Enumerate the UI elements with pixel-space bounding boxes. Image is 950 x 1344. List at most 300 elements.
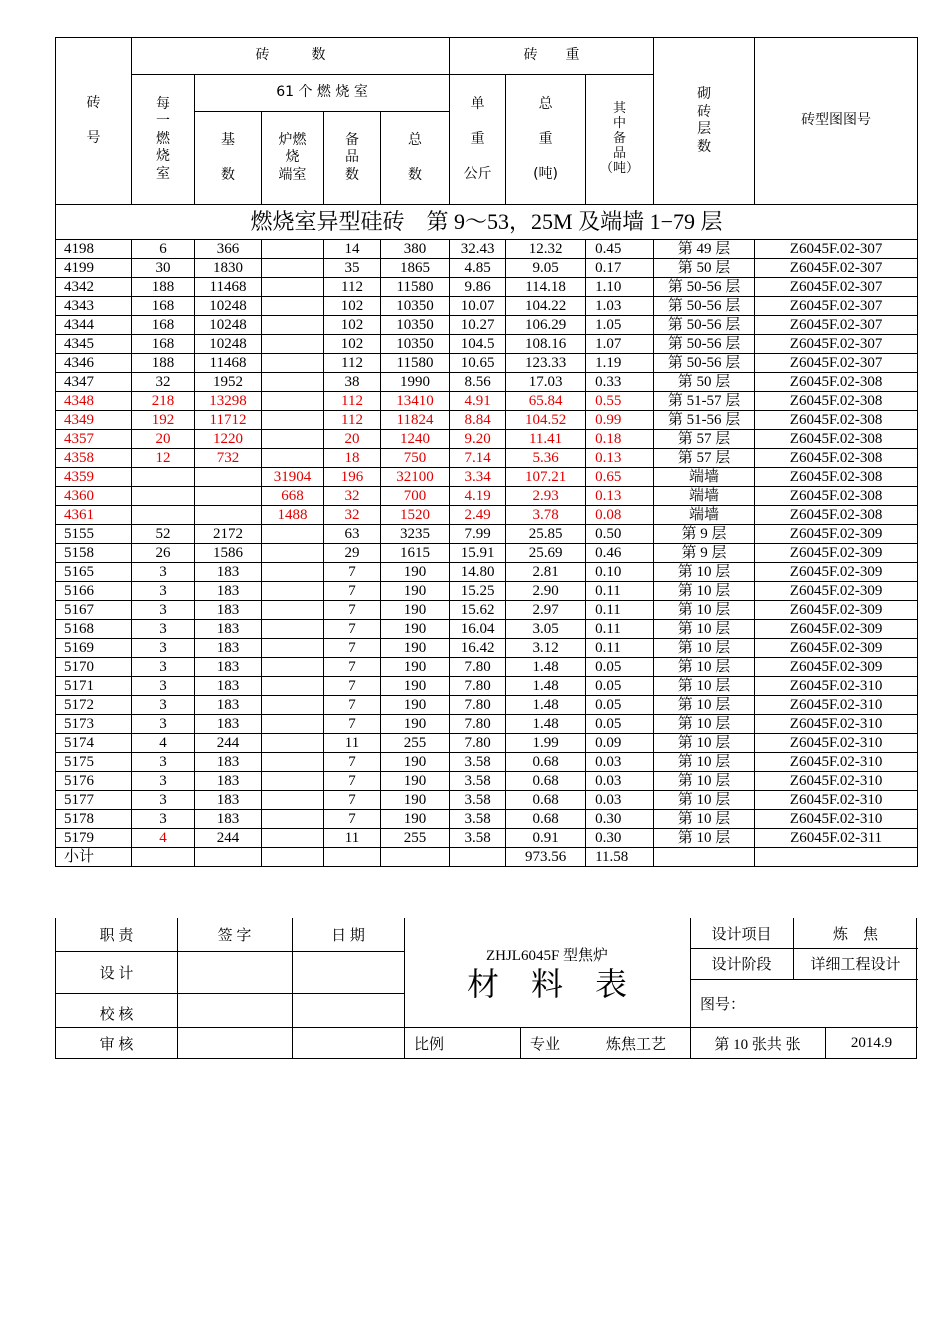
header-spare: 备 品 数 <box>324 112 381 205</box>
cell-per-chamber: 30 <box>132 259 195 278</box>
cell-drawing-no: Z6045F.02-310 <box>755 772 918 791</box>
cell-total-weight: 108.16 <box>506 335 586 354</box>
cell-end-chamber <box>262 297 324 316</box>
cell-base-count: 183 <box>195 772 262 791</box>
table-row <box>56 240 918 259</box>
cell-unit-weight: 15.91 <box>450 544 506 563</box>
cell-end-chamber <box>262 278 324 297</box>
cell-spare-weight: 0.09 <box>586 734 654 753</box>
cell-spare-weight: 0.45 <box>586 240 654 259</box>
cell-total-weight: 25.69 <box>506 544 586 563</box>
cell-spare-weight: 0.30 <box>586 810 654 829</box>
cell-drawing-no: Z6045F.02-307 <box>755 240 918 259</box>
cell-total-weight: 25.85 <box>506 525 586 544</box>
cell-layers: 第 9 层 <box>654 525 755 544</box>
table-row <box>56 753 918 772</box>
subtotal-row <box>56 848 918 867</box>
table-row <box>56 620 918 639</box>
cell-unit-weight: 7.14 <box>450 449 506 468</box>
cell-base-count: 10248 <box>195 297 262 316</box>
footer-project-label: 设计项目 <box>711 926 772 943</box>
footer-sign: 签 字 <box>217 928 252 944</box>
header-base: 基 数 <box>195 112 262 205</box>
cell-spare-weight: 0.03 <box>586 753 654 772</box>
cell-brick-no: 4342 <box>56 278 132 297</box>
cell-total-weight: 0.91 <box>506 829 586 848</box>
cell-base-count: 183 <box>195 791 262 810</box>
cell-end-chamber <box>262 411 324 430</box>
cell-total-count: 190 <box>381 620 450 639</box>
cell-unit-weight: 7.99 <box>450 525 506 544</box>
cell-per-chamber: 4 <box>132 829 195 848</box>
cell-spare-count: 102 <box>324 297 381 316</box>
cell-total-weight: 3.12 <box>506 639 586 658</box>
cell-spare-weight: 0.17 <box>586 259 654 278</box>
table-row <box>56 677 918 696</box>
cell-layers: 端墙 <box>654 487 755 506</box>
material-table <box>55 37 918 867</box>
cell-spare-weight: 0.10 <box>586 563 654 582</box>
cell-total-count: 255 <box>381 829 450 848</box>
table-row <box>56 468 918 487</box>
cell-spare-weight: 1.10 <box>586 278 654 297</box>
cell-brick-no: 5155 <box>56 525 132 544</box>
cell-per-chamber: 3 <box>132 772 195 791</box>
cell-base-count <box>195 506 262 525</box>
cell-drawing-no: Z6045F.02-309 <box>755 658 918 677</box>
cell-per-chamber: 6 <box>132 240 195 259</box>
table-row <box>56 335 918 354</box>
cell-layers: 第 10 层 <box>654 829 755 848</box>
cell-base-count <box>195 487 262 506</box>
cell-total-count: 1990 <box>381 373 450 392</box>
cell-unit-weight: 32.43 <box>450 240 506 259</box>
table-row <box>56 259 918 278</box>
cell-total-weight: 104.52 <box>506 411 586 430</box>
cell-drawing-no: Z6045F.02-310 <box>755 677 918 696</box>
cell-unit-weight: 7.80 <box>450 734 506 753</box>
cell-unit-weight: 3.58 <box>450 791 506 810</box>
cell-total-weight: 1.48 <box>506 658 586 677</box>
header-total-weight: 总 重 (吨) <box>506 75 586 205</box>
cell-spare-count: 63 <box>324 525 381 544</box>
cell-per-chamber: 188 <box>132 278 195 297</box>
cell-base-count: 183 <box>195 715 262 734</box>
cell-layers: 第 57 层 <box>654 449 755 468</box>
cell-spare-weight: 0.03 <box>586 791 654 810</box>
cell-total-weight: 9.05 <box>506 259 586 278</box>
cell-spare-weight: 0.08 <box>586 506 654 525</box>
cell-total-weight: 107.21 <box>506 468 586 487</box>
cell-per-chamber: 3 <box>132 582 195 601</box>
cell-brick-no: 4199 <box>56 259 132 278</box>
cell-unit-weight: 3.58 <box>450 772 506 791</box>
cell-unit-weight: 15.25 <box>450 582 506 601</box>
cell-total-weight: 104.22 <box>506 297 586 316</box>
cell-layers: 第 50-56 层 <box>654 316 755 335</box>
cell-total-count: 190 <box>381 772 450 791</box>
cell-end-chamber <box>262 677 324 696</box>
cell-total-weight: 0.68 <box>506 772 586 791</box>
cell-base-count: 366 <box>195 240 262 259</box>
footer-stage-value: 详细工程设计 <box>810 957 901 973</box>
cell-total-weight: 2.93 <box>506 487 586 506</box>
cell-unit-weight: 7.80 <box>450 658 506 677</box>
cell-brick-no: 5172 <box>56 696 132 715</box>
cell-end-chamber <box>262 449 324 468</box>
footer-role: 职 责 <box>99 928 134 944</box>
table-row <box>56 487 918 506</box>
cell-per-chamber: 3 <box>132 639 195 658</box>
cell-total-weight: 1.48 <box>506 696 586 715</box>
cell-end-chamber <box>262 734 324 753</box>
header-per-chamber: 每 一 燃 烧 室 <box>132 75 195 205</box>
footer-model: ZHJL6045F 型焦炉 <box>485 947 609 964</box>
cell-base-count: 183 <box>195 582 262 601</box>
cell-total-weight: 1.48 <box>506 715 586 734</box>
cell-brick-no: 5178 <box>56 810 132 829</box>
cell-base-count: 1952 <box>195 373 262 392</box>
table-row <box>56 354 918 373</box>
cell-unit-weight: 9.20 <box>450 430 506 449</box>
cell-unit-weight: 10.65 <box>450 354 506 373</box>
cell-per-chamber: 3 <box>132 563 195 582</box>
cell-total-weight: 3.05 <box>506 620 586 639</box>
subtotal-spare-weight: 11.58 <box>586 848 654 867</box>
cell-base-count: 183 <box>195 563 262 582</box>
title-block <box>55 918 917 1059</box>
cell-total-count: 11824 <box>381 411 450 430</box>
footer-title: 材 料 表 <box>466 966 627 1002</box>
cell-layers: 第 51-56 层 <box>654 411 755 430</box>
table-row <box>56 734 918 753</box>
cell-layers: 第 10 层 <box>654 791 755 810</box>
cell-drawing-no: Z6045F.02-308 <box>755 506 918 525</box>
cell-drawing-no: Z6045F.02-309 <box>755 544 918 563</box>
cell-spare-count: 7 <box>324 696 381 715</box>
table-header <box>56 38 918 205</box>
cell-spare-count: 7 <box>324 563 381 582</box>
cell-total-weight: 123.33 <box>506 354 586 373</box>
cell-spare-weight: 0.50 <box>586 525 654 544</box>
header-unit-weight: 单 重 公斤 <box>450 75 506 205</box>
cell-total-count: 190 <box>381 639 450 658</box>
cell-drawing-no: Z6045F.02-307 <box>755 316 918 335</box>
cell-per-chamber: 3 <box>132 715 195 734</box>
cell-brick-no: 5175 <box>56 753 132 772</box>
cell-per-chamber: 3 <box>132 658 195 677</box>
cell-per-chamber: 3 <box>132 753 195 772</box>
cell-end-chamber <box>262 829 324 848</box>
cell-drawing-no: Z6045F.02-309 <box>755 582 918 601</box>
cell-total-count: 190 <box>381 677 450 696</box>
cell-drawing-no: Z6045F.02-309 <box>755 525 918 544</box>
cell-spare-count: 112 <box>324 278 381 297</box>
cell-drawing-no: Z6045F.02-308 <box>755 487 918 506</box>
cell-base-count: 183 <box>195 601 262 620</box>
cell-total-count: 1865 <box>381 259 450 278</box>
cell-spare-count: 7 <box>324 810 381 829</box>
cell-end-chamber <box>262 259 324 278</box>
cell-total-count: 190 <box>381 696 450 715</box>
cell-layers: 第 10 层 <box>654 696 755 715</box>
cell-spare-count: 102 <box>324 335 381 354</box>
cell-brick-no: 4357 <box>56 430 132 449</box>
footer-major-label: 专业 <box>530 1036 561 1053</box>
cell-layers: 第 10 层 <box>654 620 755 639</box>
cell-unit-weight: 4.19 <box>450 487 506 506</box>
cell-base-count: 1830 <box>195 259 262 278</box>
cell-brick-no: 5173 <box>56 715 132 734</box>
cell-total-count: 380 <box>381 240 450 259</box>
cell-drawing-no: Z6045F.02-308 <box>755 449 918 468</box>
cell-spare-weight: 0.55 <box>586 392 654 411</box>
cell-total-count: 1615 <box>381 544 450 563</box>
cell-end-chamber <box>262 373 324 392</box>
cell-spare-weight: 0.05 <box>586 715 654 734</box>
table-body <box>56 240 918 848</box>
cell-layers: 第 50 层 <box>654 373 755 392</box>
cell-total-weight: 2.90 <box>506 582 586 601</box>
header-drawing-no: 砖型图图号 <box>755 38 918 205</box>
cell-base-count: 183 <box>195 677 262 696</box>
table-row <box>56 791 918 810</box>
cell-drawing-no: Z6045F.02-310 <box>755 715 918 734</box>
cell-total-weight: 3.78 <box>506 506 586 525</box>
cell-unit-weight: 4.85 <box>450 259 506 278</box>
cell-spare-weight: 0.13 <box>586 487 654 506</box>
cell-end-chamber <box>262 658 324 677</box>
cell-spare-count: 7 <box>324 639 381 658</box>
cell-end-chamber <box>262 620 324 639</box>
cell-base-count: 13298 <box>195 392 262 411</box>
cell-end-chamber <box>262 392 324 411</box>
cell-total-count: 700 <box>381 487 450 506</box>
cell-per-chamber: 20 <box>132 430 195 449</box>
cell-total-count: 10350 <box>381 297 450 316</box>
cell-layers: 第 51-57 层 <box>654 392 755 411</box>
cell-spare-weight: 0.33 <box>586 373 654 392</box>
cell-total-weight: 106.29 <box>506 316 586 335</box>
cell-end-chamber <box>262 316 324 335</box>
table-row <box>56 772 918 791</box>
cell-total-weight: 65.84 <box>506 392 586 411</box>
cell-total-weight: 2.97 <box>506 601 586 620</box>
cell-drawing-no: Z6045F.02-308 <box>755 430 918 449</box>
cell-total-weight: 0.68 <box>506 810 586 829</box>
header-61-chambers: 61 个 燃 烧 室 <box>195 75 450 112</box>
cell-base-count: 11712 <box>195 411 262 430</box>
cell-brick-no: 4358 <box>56 449 132 468</box>
cell-brick-no: 5168 <box>56 620 132 639</box>
cell-unit-weight: 3.58 <box>450 829 506 848</box>
cell-end-chamber: 668 <box>262 487 324 506</box>
cell-spare-weight: 0.11 <box>586 582 654 601</box>
footer-sheet: 第 10 张共 张 <box>714 1036 801 1053</box>
cell-spare-weight: 0.05 <box>586 658 654 677</box>
footer-year: 2014.9 <box>850 1034 893 1051</box>
table-row <box>56 373 918 392</box>
cell-spare-weight: 1.03 <box>586 297 654 316</box>
cell-layers: 第 50-56 层 <box>654 297 755 316</box>
table-row <box>56 297 918 316</box>
cell-spare-count: 11 <box>324 734 381 753</box>
cell-spare-count: 7 <box>324 715 381 734</box>
cell-drawing-no: Z6045F.02-308 <box>755 468 918 487</box>
cell-drawing-no: Z6045F.02-308 <box>755 373 918 392</box>
cell-unit-weight: 16.04 <box>450 620 506 639</box>
header-end-chamber: 炉燃 烧 端室 <box>262 112 324 205</box>
cell-per-chamber: 26 <box>132 544 195 563</box>
cell-unit-weight: 3.34 <box>450 468 506 487</box>
cell-end-chamber: 1488 <box>262 506 324 525</box>
cell-base-count: 183 <box>195 639 262 658</box>
cell-end-chamber: 31904 <box>262 468 324 487</box>
cell-end-chamber <box>262 563 324 582</box>
cell-spare-count: 7 <box>324 620 381 639</box>
cell-layers: 端墙 <box>654 506 755 525</box>
cell-total-count: 13410 <box>381 392 450 411</box>
cell-layers: 第 10 层 <box>654 753 755 772</box>
table-row <box>56 696 918 715</box>
footer-date: 日 期 <box>331 928 365 944</box>
cell-base-count: 244 <box>195 829 262 848</box>
header-spare-weight: 其 中 备 品 （吨） <box>586 75 654 205</box>
table-row <box>56 829 918 848</box>
cell-layers: 第 50-56 层 <box>654 354 755 373</box>
footer-project-value: 炼 焦 <box>832 926 878 943</box>
cell-spare-count: 7 <box>324 582 381 601</box>
cell-total-count: 32100 <box>381 468 450 487</box>
cell-spare-count: 112 <box>324 354 381 373</box>
cell-unit-weight: 7.80 <box>450 677 506 696</box>
cell-per-chamber: 4 <box>132 734 195 753</box>
cell-total-weight: 114.18 <box>506 278 586 297</box>
cell-layers: 第 10 层 <box>654 677 755 696</box>
cell-total-count: 255 <box>381 734 450 753</box>
cell-end-chamber <box>262 696 324 715</box>
table-row <box>56 544 918 563</box>
cell-drawing-no: Z6045F.02-308 <box>755 392 918 411</box>
header-quantity: 砖 数 <box>132 38 450 75</box>
cell-drawing-no: Z6045F.02-309 <box>755 563 918 582</box>
footer-design: 设 计 <box>99 965 134 982</box>
table-row <box>56 316 918 335</box>
cell-base-count: 1220 <box>195 430 262 449</box>
cell-spare-count: 32 <box>324 487 381 506</box>
cell-layers: 第 10 层 <box>654 810 755 829</box>
cell-layers: 第 10 层 <box>654 734 755 753</box>
cell-unit-weight: 16.42 <box>450 639 506 658</box>
header-layers: 砌 砖 层 数 <box>654 38 755 205</box>
cell-drawing-no: Z6045F.02-310 <box>755 791 918 810</box>
cell-spare-weight: 0.05 <box>586 696 654 715</box>
table-row <box>56 658 918 677</box>
cell-spare-count: 11 <box>324 829 381 848</box>
cell-total-count: 190 <box>381 601 450 620</box>
cell-layers: 第 9 层 <box>654 544 755 563</box>
material-sheet <box>55 37 917 867</box>
cell-per-chamber: 52 <box>132 525 195 544</box>
cell-brick-no: 4198 <box>56 240 132 259</box>
cell-end-chamber <box>262 772 324 791</box>
cell-brick-no: 4361 <box>56 506 132 525</box>
cell-unit-weight: 7.80 <box>450 696 506 715</box>
cell-per-chamber: 218 <box>132 392 195 411</box>
cell-total-weight: 1.48 <box>506 677 586 696</box>
cell-spare-weight: 1.19 <box>586 354 654 373</box>
cell-spare-count: 102 <box>324 316 381 335</box>
cell-spare-count: 20 <box>324 430 381 449</box>
cell-drawing-no: Z6045F.02-309 <box>755 639 918 658</box>
cell-base-count: 1586 <box>195 544 262 563</box>
cell-layers: 第 49 层 <box>654 240 755 259</box>
footer-drawing-label: 图号： <box>700 996 746 1013</box>
cell-per-chamber: 32 <box>132 373 195 392</box>
cell-unit-weight: 10.07 <box>450 297 506 316</box>
cell-brick-no: 5170 <box>56 658 132 677</box>
cell-total-count: 190 <box>381 582 450 601</box>
cell-brick-no: 5174 <box>56 734 132 753</box>
cell-total-count: 750 <box>381 449 450 468</box>
cell-spare-count: 196 <box>324 468 381 487</box>
cell-base-count: 11468 <box>195 278 262 297</box>
cell-total-count: 1520 <box>381 506 450 525</box>
table-row <box>56 278 918 297</box>
cell-drawing-no: Z6045F.02-310 <box>755 810 918 829</box>
cell-per-chamber: 3 <box>132 677 195 696</box>
cell-base-count: 183 <box>195 696 262 715</box>
table-row <box>56 582 918 601</box>
cell-base-count: 10248 <box>195 316 262 335</box>
cell-drawing-no: Z6045F.02-307 <box>755 335 918 354</box>
header-total: 总 数 <box>381 112 450 205</box>
cell-per-chamber: 3 <box>132 620 195 639</box>
cell-brick-no: 4348 <box>56 392 132 411</box>
cell-end-chamber <box>262 715 324 734</box>
cell-end-chamber <box>262 601 324 620</box>
footer-stage-label: 设计阶段 <box>711 957 772 973</box>
cell-spare-weight: 0.46 <box>586 544 654 563</box>
cell-layers: 第 10 层 <box>654 715 755 734</box>
cell-brick-no: 5179 <box>56 829 132 848</box>
header-weight: 砖 重 <box>450 38 654 75</box>
cell-end-chamber <box>262 544 324 563</box>
cell-total-count: 190 <box>381 658 450 677</box>
cell-total-count: 11580 <box>381 278 450 297</box>
cell-layers: 第 10 层 <box>654 639 755 658</box>
cell-spare-weight: 0.03 <box>586 772 654 791</box>
cell-unit-weight: 14.80 <box>450 563 506 582</box>
cell-unit-weight: 15.62 <box>450 601 506 620</box>
cell-end-chamber <box>262 582 324 601</box>
cell-spare-weight: 0.11 <box>586 601 654 620</box>
cell-unit-weight: 8.56 <box>450 373 506 392</box>
cell-total-count: 1240 <box>381 430 450 449</box>
cell-per-chamber: 3 <box>132 810 195 829</box>
cell-spare-weight: 0.99 <box>586 411 654 430</box>
cell-spare-count: 14 <box>324 240 381 259</box>
cell-layers: 端墙 <box>654 468 755 487</box>
footer-scale: 比例 <box>414 1036 445 1053</box>
cell-total-count: 190 <box>381 715 450 734</box>
cell-end-chamber <box>262 240 324 259</box>
cell-unit-weight: 9.86 <box>450 278 506 297</box>
cell-base-count: 183 <box>195 658 262 677</box>
cell-spare-count: 7 <box>324 601 381 620</box>
cell-total-count: 190 <box>381 563 450 582</box>
cell-end-chamber <box>262 430 324 449</box>
